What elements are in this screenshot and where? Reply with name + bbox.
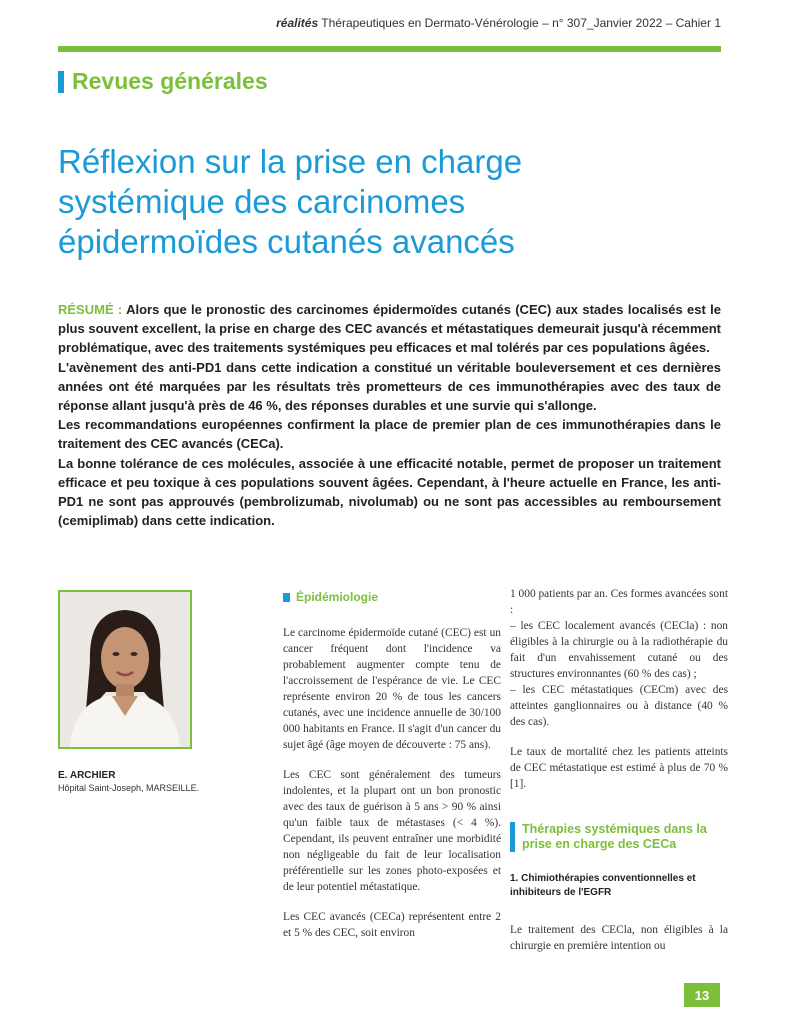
title-line-1: Réflexion sur la prise en charge [58, 143, 523, 180]
section-label [58, 68, 268, 95]
body-paragraph: Les CEC sont généralement des tumeurs indolentes, et la plupart ont un bon pronostic avec des taux de guérison à 5 ans > 90 % ainsi qu'un faible taux de métastases (< 4 %). Cependant, ils peuvent entraîner une morbidité non négligeable du fait de leur localisation préférentielle sur les zones photo-exposées et de leur potentiel métastatique. [283, 769, 501, 893]
title-line-3: épidermoïdes cutanés avancés [58, 223, 515, 260]
body-paragraph: Les CEC avancés (CECa) représentent entre 2 et 5 % des CEC, soit environ [283, 911, 501, 939]
heading-therapies [510, 822, 728, 852]
list-item: – les CEC métastatiques (CECm) avec des atteintes ganglionnaires ou à distance (40 % des cas). [510, 684, 728, 728]
body-paragraph: Le taux de mortalité chez les patients atteints de CEC métastatique est estimé à plus de 70 % [1]. [510, 746, 728, 790]
section-label-text: Revues générales [72, 68, 268, 94]
title-line-2: systémique des carcinomes [58, 183, 466, 220]
subheading-chimio: 1. Chimiothérapies conventionnelles et inhibiteurs de l'EGFR [510, 873, 696, 898]
column-right [510, 586, 728, 968]
journal-brand: réalités [276, 16, 319, 30]
body-paragraph: 1 000 patients par an. Ces formes avancées sont : [510, 588, 728, 616]
author-photo [58, 590, 192, 749]
body-paragraph: Le carcinome épidermoïde cutané (CEC) est un cancer fréquent dont l'incidence va probablement augmenter compte tenu de l'accroissement de l'espérance de vie. Le CEC représente environ 20 % de tous les cancers cutanés, avec une incidence annuelle de 30/100 000 habitants en France. Il s'agit d'un cancer du sujet âgé (âge moyen de découverte : 75 ans). [283, 627, 501, 751]
abstract-label: RÉSUMÉ : [58, 302, 123, 317]
list-item: – les CEC localement avancés (CECla) : non éligibles à la chirurgie ou à la radiothérapie du fait d'un envahissement cutané ou des structures environnantes (60 % des cas) ; [510, 620, 728, 680]
abstract-paragraph-3: Les recommandations européennes confirment la place de premier plan de ces immunothérapies dans le traitement des CEC avancés (CECa). [58, 417, 721, 452]
article-title [58, 142, 718, 262]
section-bar-icon [58, 71, 64, 93]
abstract-paragraph-2: L'avènement des anti-PD1 dans cette indication a constitué un véritable bouleversement et ces dernières années ont été marquées par les résultats très prometteurs de ces immunothérapies avec des taux de réponse allant jusqu'à près de 46 %, des réponses durables et une survie qui s'allonge. [58, 359, 721, 414]
heading-square-icon [283, 593, 290, 602]
heading-therapies-text: Thérapies systémiques dans la prise en charge des CECa [522, 822, 707, 851]
abstract [58, 300, 721, 530]
author-name: E. ARCHIER [58, 770, 116, 781]
column-middle [283, 586, 501, 955]
abstract-text-1: Alors que le pronostic des carcinomes épidermoïdes cutanés (CEC) aux stades localisés est le plus souvent excellent, la prise en charge des CEC avancés et métastatiques demeurait jusqu'à récemment problématique, avec des traitements systémiques peu efficaces et mal tolérés par ces populations âgées. [58, 302, 721, 356]
running-header [276, 16, 721, 30]
author-affiliation: Hôpital Saint-Joseph, MARSEILLE. [58, 783, 200, 793]
journal-issue: Thérapeutiques en Dermato-Vénérologie – n° 307_Janvier 2022 – Cahier 1 [321, 16, 721, 30]
header-rule [58, 46, 721, 52]
author-portrait-icon [60, 592, 190, 747]
abstract-paragraph-1 [58, 300, 721, 358]
heading-bar-icon [510, 822, 515, 852]
heading-epidemiologie [283, 590, 501, 605]
abstract-paragraph-4: La bonne tolérance de ces molécules, associée à une efficacité notable, permet de proposer un traitement efficace et peu toxique à ces populations souvent âgées. Cependant, à l'heure actuelle en France, les anti-PD1 ne sont pas approuvés (pembrolizumab, nivolumab) ou ne sont pas accessibles au remboursement (cemiplimab) dans cette indication. [58, 455, 721, 529]
heading-epidemiologie-text: Épidémiologie [296, 590, 379, 604]
page-number: 13 [684, 983, 720, 1007]
body-paragraph: Le traitement des CECla, non éligibles à la chirurgie en première intention ou [510, 924, 728, 952]
